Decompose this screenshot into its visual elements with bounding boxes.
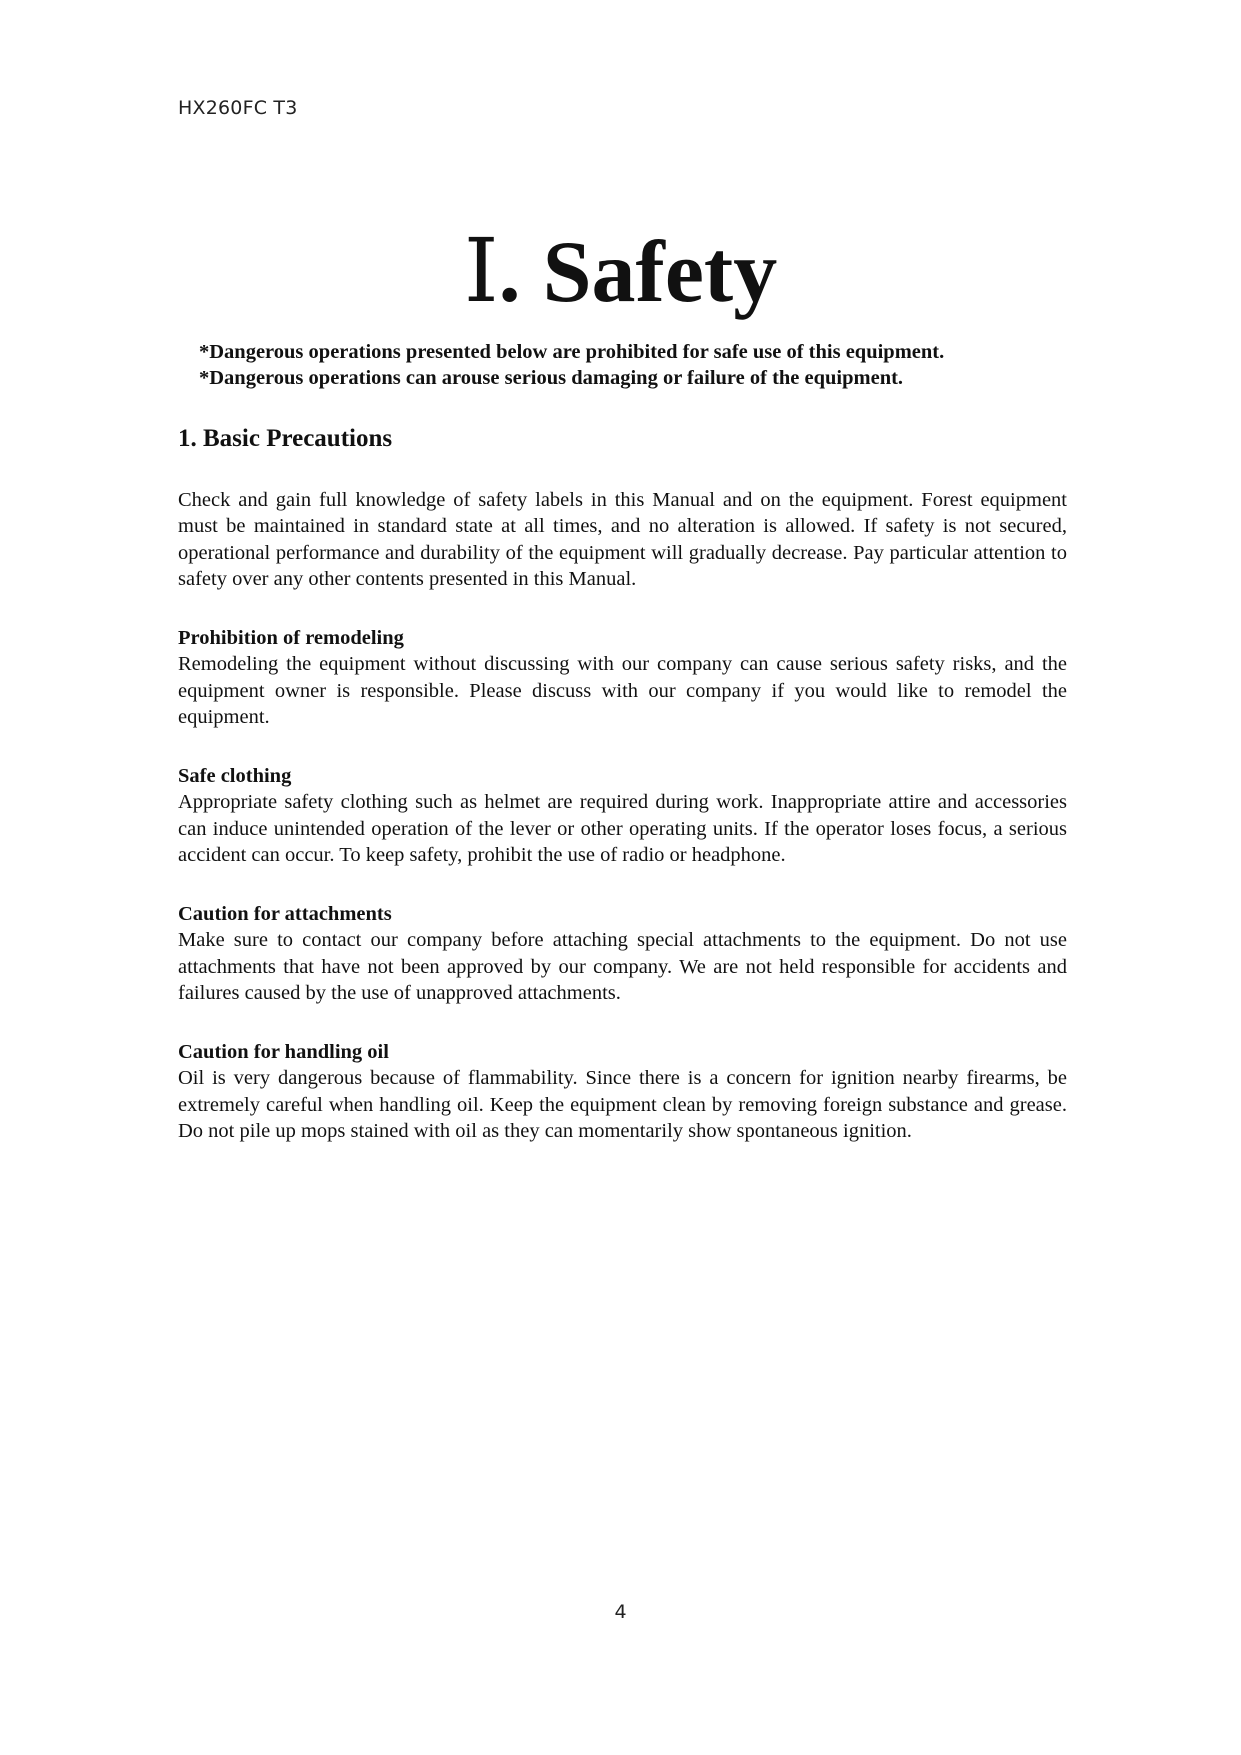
warning-notes [199,339,944,391]
page-header-model: HX260FC T3 [178,97,298,119]
warning-note: *Dangerous operations can arouse serious damaging or failure of the equipment. [199,367,904,389]
section-intro-paragraph: Check and gain full knowledge of safety labels in this Manual and on the equipment. Forest equipment must be maintained in standard state at all times, and no alteration is allowed. If safety is not secured, operational performance and durability of the equipment will gradually decrease. Pay particular attention to safety over any other contents presented in this Manual. [178,489,1067,590]
subsection-handling-oil [178,1039,1067,1144]
chapter-title-text: . Safety [498,224,778,321]
subsection-text: Appropriate safety clothing such as helmet are required during work. Inappropriate attire and accessories can induce unintended operation of the lever or other operating units. If the operator loses focus, a serious accident can occur. To keep safety, prohibit the use of radio or headphone. [178,791,1067,866]
subsection-safe-clothing [178,763,1067,868]
chapter-title [0,225,1241,321]
subsection-text: Remodeling the equipment without discussing with our company can cause serious safety risks, and the equipment owner is responsible. Please discuss with our company if you would like to remodel the equipment. [178,653,1067,728]
page-number: 4 [614,1601,627,1623]
warning-note: *Dangerous operations presented below are prohibited for safe use of this equipment. [199,341,945,363]
subsection-attachments [178,901,1067,1006]
section-heading: 1. Basic Precautions [178,425,393,452]
subsection-heading: Safe clothing [178,765,292,787]
chapter-numeral: Ⅰ [463,224,499,321]
subsection-heading: Caution for attachments [178,903,392,925]
subsection-text: Make sure to contact our company before attaching special attachments to the equipment. Do not use attachments that have not been approved by our company. We are not held responsible for accidents and failures caused by the use of unapproved attachments. [178,929,1067,1004]
subsection-remodeling [178,625,1067,730]
subsection-heading: Prohibition of remodeling [178,627,404,649]
subsection-heading: Caution for handling oil [178,1041,389,1063]
subsection-text: Oil is very dangerous because of flammability. Since there is a concern for ignition nearby firearms, be extremely careful when handling oil. Keep the equipment clean by removing foreign substance and grease. Do not pile up mops stained with oil as they can momentarily show spontaneous ignition. [178,1067,1067,1142]
